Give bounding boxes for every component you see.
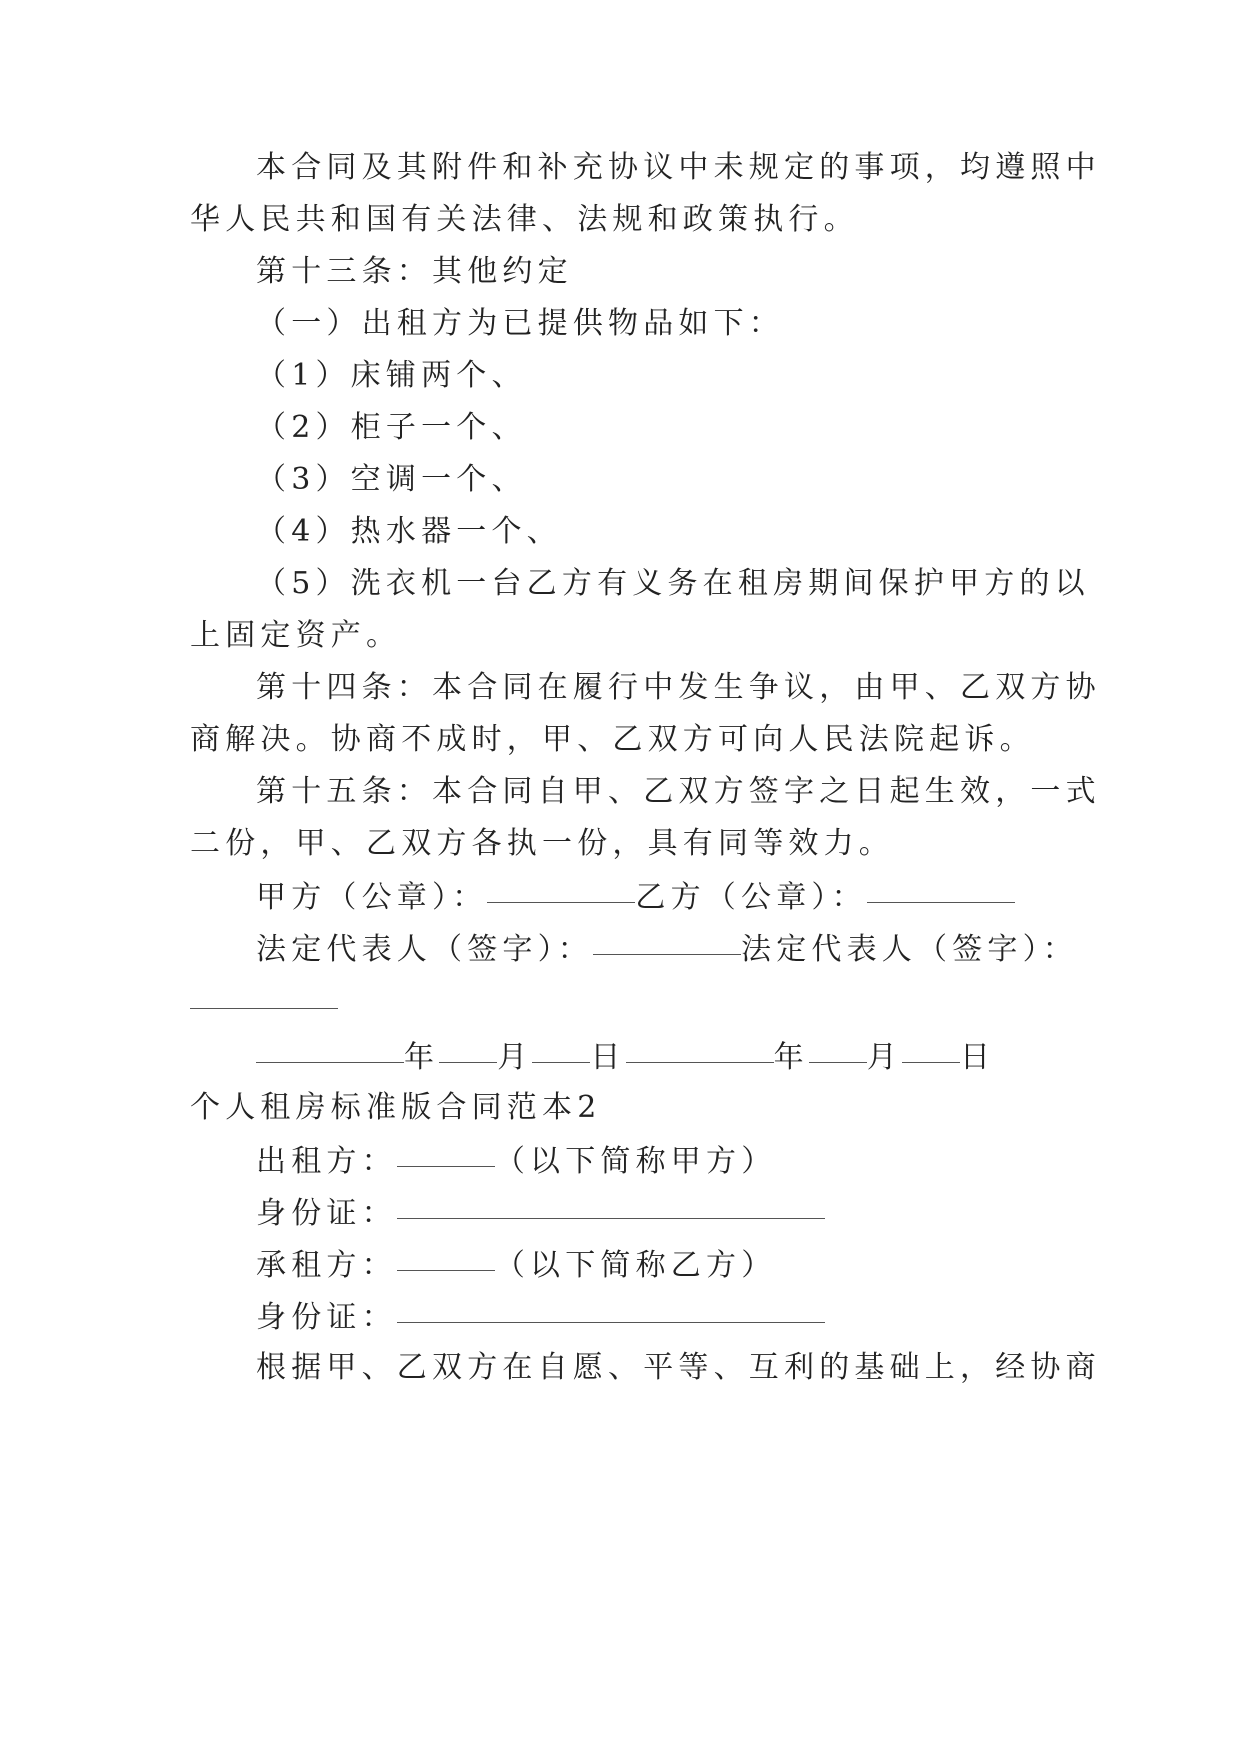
date-line — [256, 1036, 995, 1078]
day-blank — [532, 1032, 590, 1063]
paragraph-line: （一）出租方为已提供物品如下： — [256, 306, 784, 341]
paragraph-line: 上固定资产。 — [190, 618, 402, 653]
year-blank — [626, 1032, 774, 1063]
legal-rep-blank-line — [190, 982, 338, 1024]
id-card-line — [256, 1192, 825, 1234]
party-a-seal-label: 甲方（公章）： — [256, 880, 488, 915]
paragraph-line: 华人民共和国有关法律、法规和政策执行。 — [190, 202, 859, 237]
lessor-blank — [397, 1136, 495, 1167]
legal-rep-a-label: 法定代表人（签字）： — [256, 932, 593, 967]
list-item: （5）洗衣机一台乙方有义务在租房期间保护甲方的以 — [256, 566, 1090, 601]
signature-blank — [190, 978, 338, 1009]
day-label: 日 — [960, 1040, 996, 1075]
article-15-line: 第十五条：本合同自甲、乙双方签字之日起生效，一式 — [256, 774, 1101, 809]
legal-rep-b-label: 法定代表人（签字）： — [741, 932, 1078, 967]
month-label: 月 — [866, 1040, 903, 1075]
id-card-label: 身份证： — [256, 1196, 397, 1231]
id-card-blank — [397, 1292, 825, 1323]
lessee-label: 承租方： — [256, 1248, 397, 1283]
list-item: （1）床铺两个、 — [256, 358, 527, 393]
party-b-seal-label: 乙方（公章）： — [635, 880, 867, 915]
month-blank — [809, 1032, 867, 1063]
paragraph-line: 二份，甲、乙双方各执一份，具有同等效力。 — [190, 826, 894, 861]
lessee-line — [256, 1244, 776, 1286]
list-item: （2）柜子一个、 — [256, 410, 527, 445]
signature-blank — [867, 872, 1015, 903]
paragraph-line: 本合同及其附件和补充协议中未规定的事项，均遵照中 — [256, 150, 1101, 185]
article-14-line: 第十四条：本合同在履行中发生争议，由甲、乙双方协 — [256, 670, 1101, 705]
lessee-blank — [397, 1240, 495, 1271]
day-blank — [902, 1032, 960, 1063]
month-blank — [439, 1032, 497, 1063]
paragraph-line: 商解决。协商不成时，甲、乙双方可向人民法院起诉。 — [190, 722, 1035, 757]
lessor-line — [256, 1140, 776, 1182]
section-2-title: 个人租房标准版合同范本2 — [190, 1090, 602, 1125]
seal-line — [256, 876, 1015, 918]
list-item: （4）热水器一个、 — [256, 514, 562, 549]
lessor-label: 出租方： — [256, 1144, 397, 1179]
year-label: 年 — [404, 1040, 440, 1075]
id-card-line — [256, 1296, 825, 1338]
id-card-label: 身份证： — [256, 1300, 397, 1335]
legal-rep-line — [256, 928, 1078, 970]
signature-blank — [487, 872, 635, 903]
list-item: （3）空调一个、 — [256, 462, 527, 497]
paragraph-line: 根据甲、乙双方在自愿、平等、互利的基础上，经协商 — [256, 1350, 1101, 1385]
day-label: 日 — [590, 1040, 626, 1075]
year-label: 年 — [773, 1040, 809, 1075]
month-label: 月 — [497, 1040, 533, 1075]
id-card-blank — [397, 1188, 825, 1219]
year-blank — [256, 1032, 404, 1063]
lessor-note: （以下简称甲方） — [494, 1144, 777, 1179]
signature-blank — [593, 924, 741, 955]
article-13-heading: 第十三条：其他约定 — [256, 254, 573, 289]
lessee-note: （以下简称乙方） — [494, 1248, 777, 1283]
